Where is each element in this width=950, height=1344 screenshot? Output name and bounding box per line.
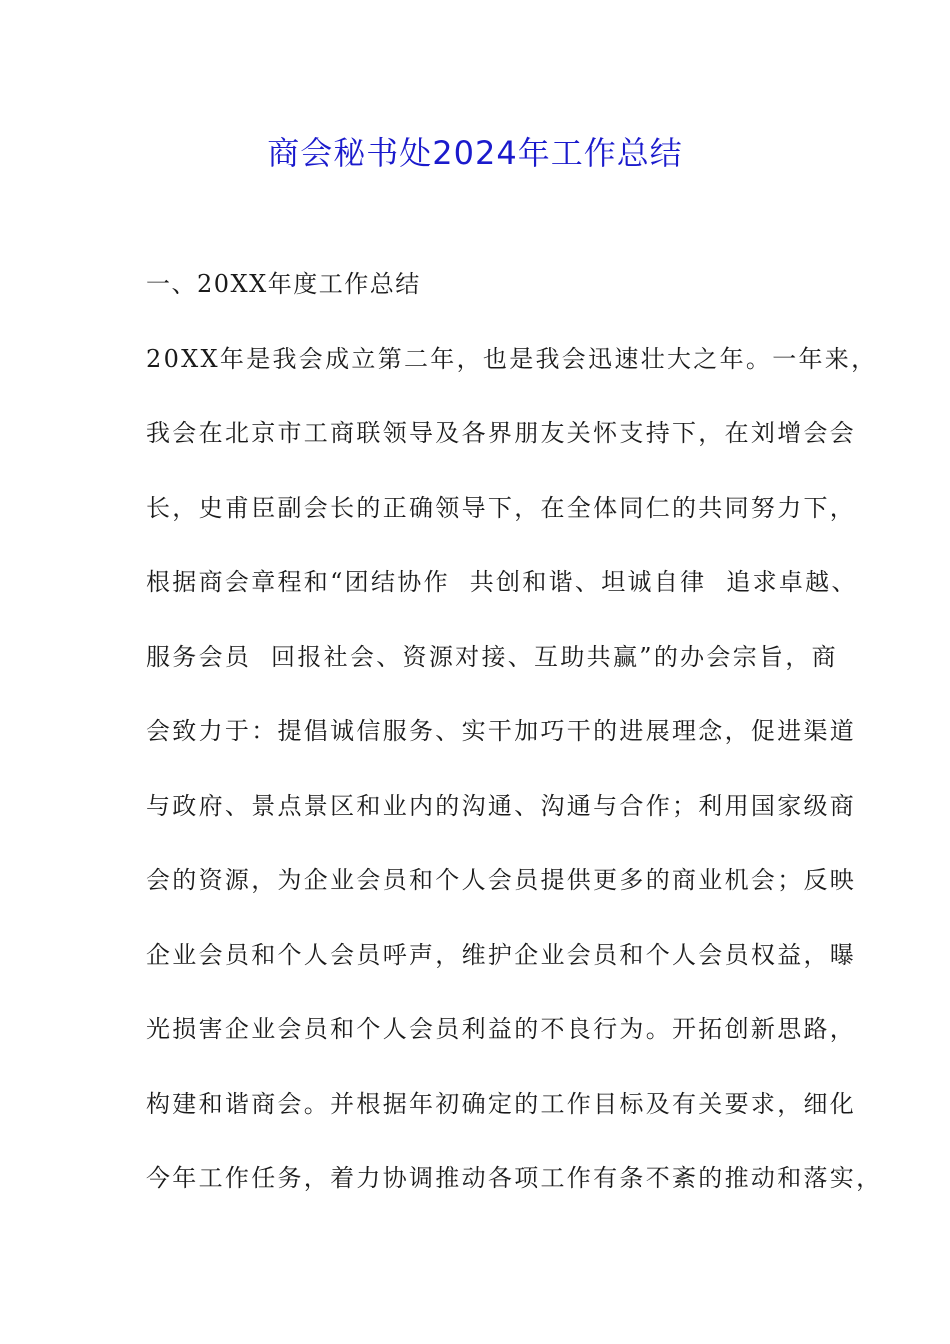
paragraph-line: 会致力于：提倡诚信服务、实干加巧干的进展理念，促进渠道	[146, 717, 857, 745]
document-title: 商会秘书处2024年工作总结	[267, 134, 683, 172]
paragraph-line: 服务会员 回报社会、资源对接、互助共赢”的办会宗旨，商	[146, 642, 838, 671]
paragraph-line: 20XX年是我会成立第二年，也是我会迅速壮大之年。一年来，	[146, 344, 878, 373]
paragraph-line: 今年工作任务，着力协调推动各项工作有条不紊的推动和落实，	[146, 1164, 883, 1192]
paragraph-line: 根据商会章程和“团结协作 共创和谐、坦诚自律 追求卓越、	[146, 568, 858, 596]
paragraph-line: 企业会员和个人会员呼声，维护企业会员和个人会员权益，曝	[146, 940, 857, 969]
paragraph-line: 长，史甫臣副会长的正确领导下，在全体同仁的共同努力下，	[146, 493, 857, 522]
document-body	[146, 262, 883, 1231]
section-heading: 一、20XX年度工作总结	[146, 270, 421, 298]
paragraph-line: 与政府、景点景区和业内的沟通、沟通与合作；利用国家级商	[146, 791, 857, 820]
paragraph-line: 构建和谐商会。并根据年初确定的工作目标及有关要求，细化	[146, 1089, 857, 1118]
paragraph-line: 我会在北京市工商联领导及各界朋友关怀支持下，在刘增会会	[146, 419, 857, 447]
paragraph-line: 光损害企业会员和个人会员利益的不良行为。开拓创新思路，	[146, 1015, 857, 1043]
paragraph-line: 会的资源，为企业会员和个人会员提供更多的商业机会；反映	[146, 866, 857, 894]
